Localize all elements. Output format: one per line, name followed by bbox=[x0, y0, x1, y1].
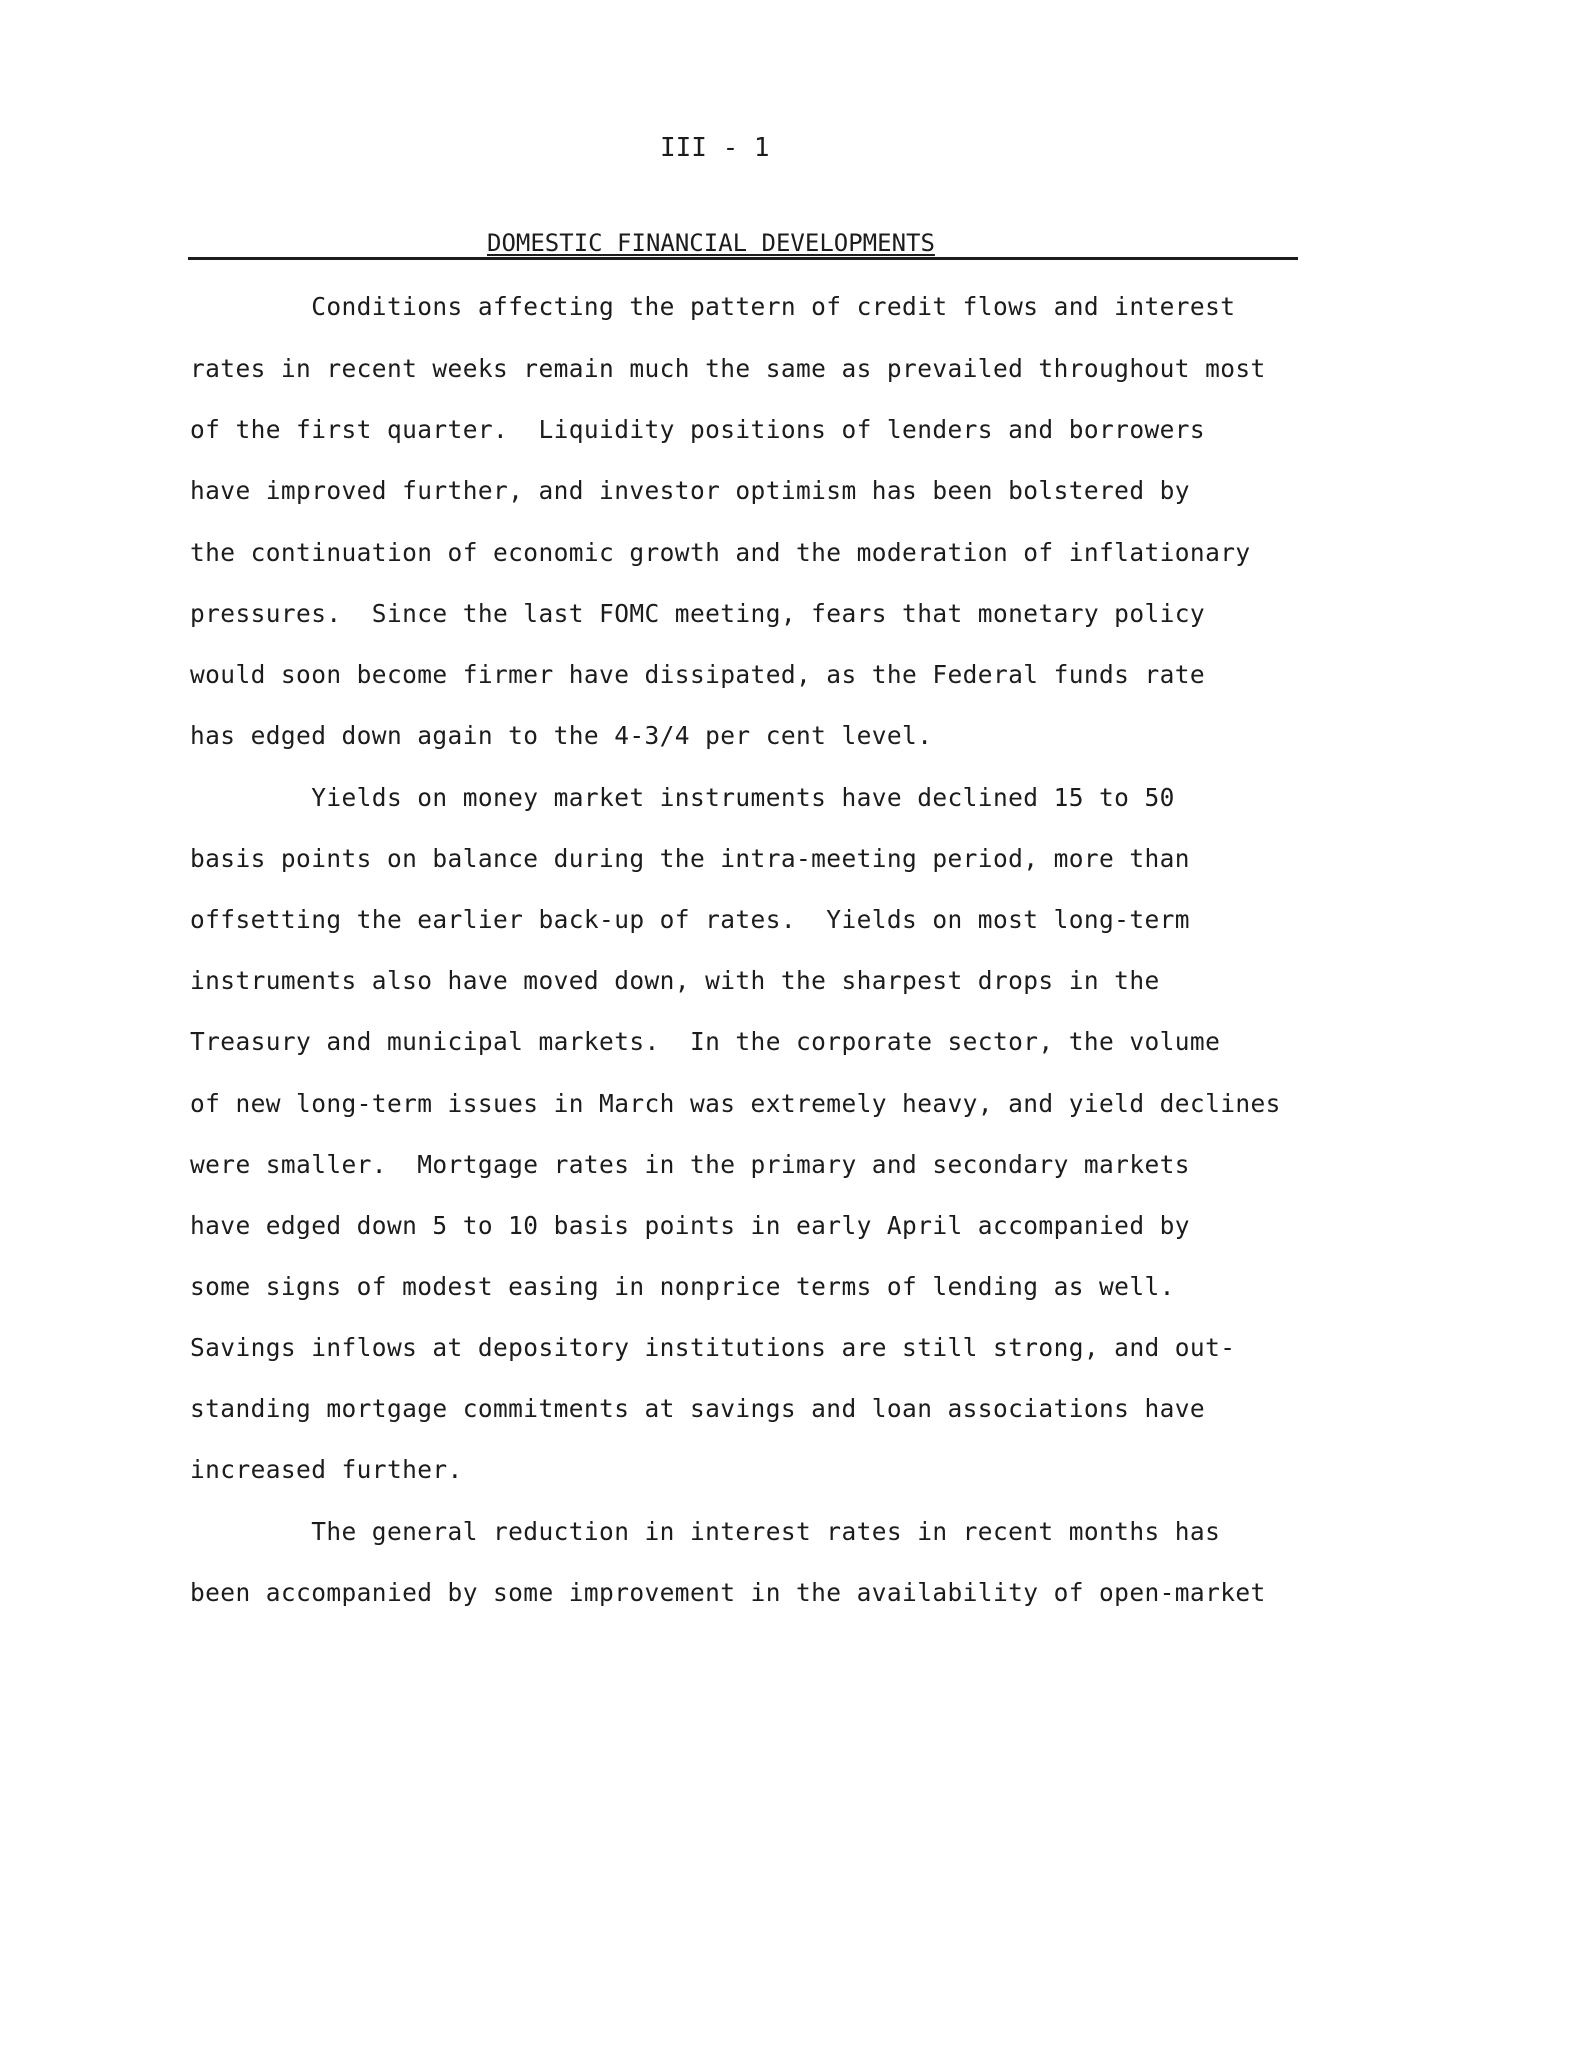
text-line: some signs of modest easing in nonprice terms of lending as well. bbox=[190, 1272, 1175, 1301]
text-line: of the first quarter. Liquidity positions of lenders and borrowers bbox=[190, 415, 1206, 444]
text-line: rates in recent weeks remain much the same as prevailed throughout most bbox=[190, 354, 1266, 383]
text-line: pressures. Since the last FOMC meeting, fears that monetary policy bbox=[190, 599, 1206, 628]
text-line: basis points on balance during the intra-meeting period, more than bbox=[190, 844, 1190, 873]
text-line: Yields on money market instruments have declined 15 to 50 bbox=[190, 783, 1175, 812]
text-line: standing mortgage commitments at savings and loan associations have bbox=[190, 1394, 1206, 1423]
text-line: Savings inflows at depository institutions are still strong, and out- bbox=[190, 1333, 1236, 1362]
text-line: were smaller. Mortgage rates in the primary and secondary markets bbox=[190, 1150, 1190, 1179]
text-line: the continuation of economic growth and the moderation of inflationary bbox=[190, 538, 1251, 567]
text-line: instruments also have moved down, with the sharpest drops in the bbox=[190, 966, 1160, 995]
page-number: III - 1 bbox=[660, 133, 770, 163]
text-line: have improved further, and investor optimism has been bolstered by bbox=[190, 476, 1190, 505]
text-line: of new long-term issues in March was extremely heavy, and yield declines bbox=[190, 1089, 1281, 1118]
text-line: The general reduction in interest rates in recent months has bbox=[190, 1517, 1221, 1546]
text-line: offsetting the earlier back-up of rates. Yields on most long-term bbox=[190, 905, 1190, 934]
text-line: have edged down 5 to 10 basis points in early April accompanied by bbox=[190, 1211, 1190, 1240]
text-line: Treasury and municipal markets. In the corporate sector, the volume bbox=[190, 1027, 1221, 1056]
text-line: has edged down again to the 4-3/4 per cent level. bbox=[190, 721, 933, 750]
title-rule bbox=[188, 257, 1298, 260]
text-line: would soon become firmer have dissipated, as the Federal funds rate bbox=[190, 660, 1206, 689]
text-line: been accompanied by some improvement in the availability of open-market bbox=[190, 1578, 1266, 1607]
section-title: DOMESTIC FINANCIAL DEVELOPMENTS bbox=[487, 229, 935, 257]
text-line: Conditions affecting the pattern of credit flows and interest bbox=[190, 292, 1236, 321]
text-line: increased further. bbox=[190, 1455, 463, 1484]
